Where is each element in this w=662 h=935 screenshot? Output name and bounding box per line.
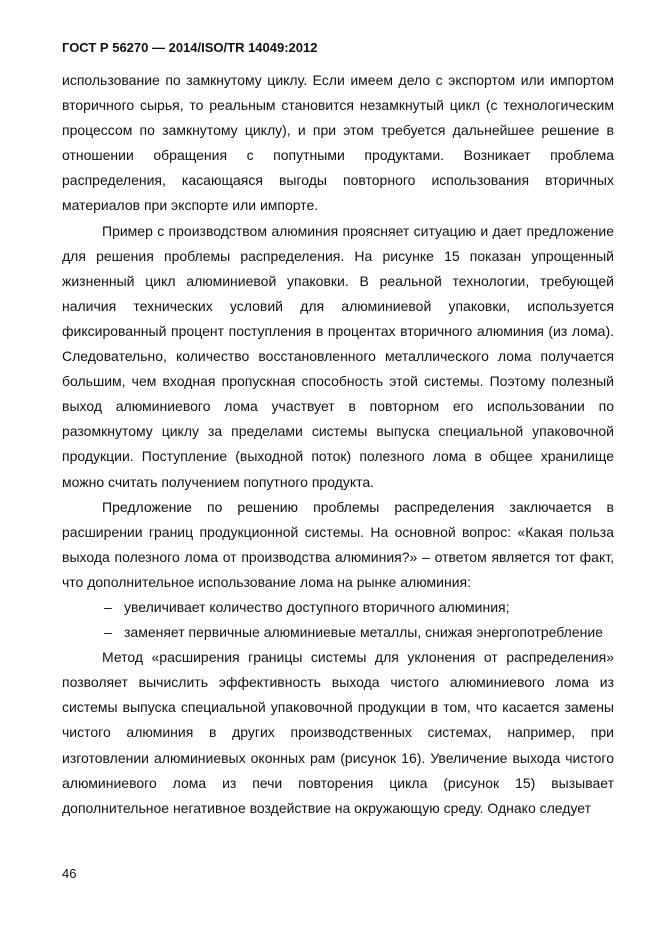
document-header: ГОСТ Р 56270 — 2014/ISO/TR 14049:2012 [62, 40, 318, 55]
paragraph-3: Предложение по решению проблемы распределения заключается в расширении границ продукционной системы. На основной вопрос: «Какая польза выхода полезного лома от производства алюминия?» – ответом является тот факт, что дополнительное использование лома на рынке алюминия: [62, 498, 614, 590]
list-item-text: увеличивает количество доступного вторичного алюминия; [124, 598, 510, 615]
list-dash: – [104, 624, 112, 641]
paragraph-1: использование по замкнутому циклу. Если имеем дело с экспортом или импортом вторичного сырья, то реальным становится незамкнутый цикл (с технологическим процессом по замкнутому циклу), и при этом требуется дальнейшее решение в отношении обращения с попутными продуктами. Возникает проблема распределения, касающаяся выгоды повторного использования вторичных материалов при экспорте или импорте. [62, 72, 614, 214]
document-body [62, 68, 614, 821]
paragraph-4: Метод «расширения границы системы для уклонения от распределения» позволяет вычислить эффективность выхода чистого алюминиевого лома из системы выпуска специальной упаковочной продукции в том, что касается замены чистого алюминия в других производственных системах, например, при изготовлении алюминиевых оконных рам (рисунок 16). Увеличение выхода чистого алюминиевого лома из печи повторения цикла (рисунок 15) вызывает дополнительное негативное воздействие на окружающую среду. Однако следует [62, 649, 614, 816]
paragraph-2: Пример с производством алюминия проясняет ситуацию и дает предложение для решения проблемы распределения. На рисунке 15 показан упрощенный жизненный цикл алюминиевой упаковки. В реальной технологии, требующей наличия технических условий для алюминиевой упаковки, используется фиксированный процент поступления в процентах вторичного алюминия (из лома). Следовательно, количество восстановленного металлического лома получается большим, чем входная пропускная способность этой системы. Поэтому полезный выход алюминиевого лома участвует в повторном его использовании по разомкнутому циклу за пределами системы выпуска специальной упаковочной продукции. Поступление (выходной поток) полезного лома в общее хранилище можно считать получением попутного продукта. [62, 222, 614, 490]
list-dash: – [104, 598, 112, 615]
list-item [62, 620, 614, 645]
list-item-text: заменяет первичные алюминиевые металлы, снижая энергопотребление [124, 624, 603, 641]
list-item [62, 595, 614, 620]
page-number: 46 [62, 866, 77, 881]
